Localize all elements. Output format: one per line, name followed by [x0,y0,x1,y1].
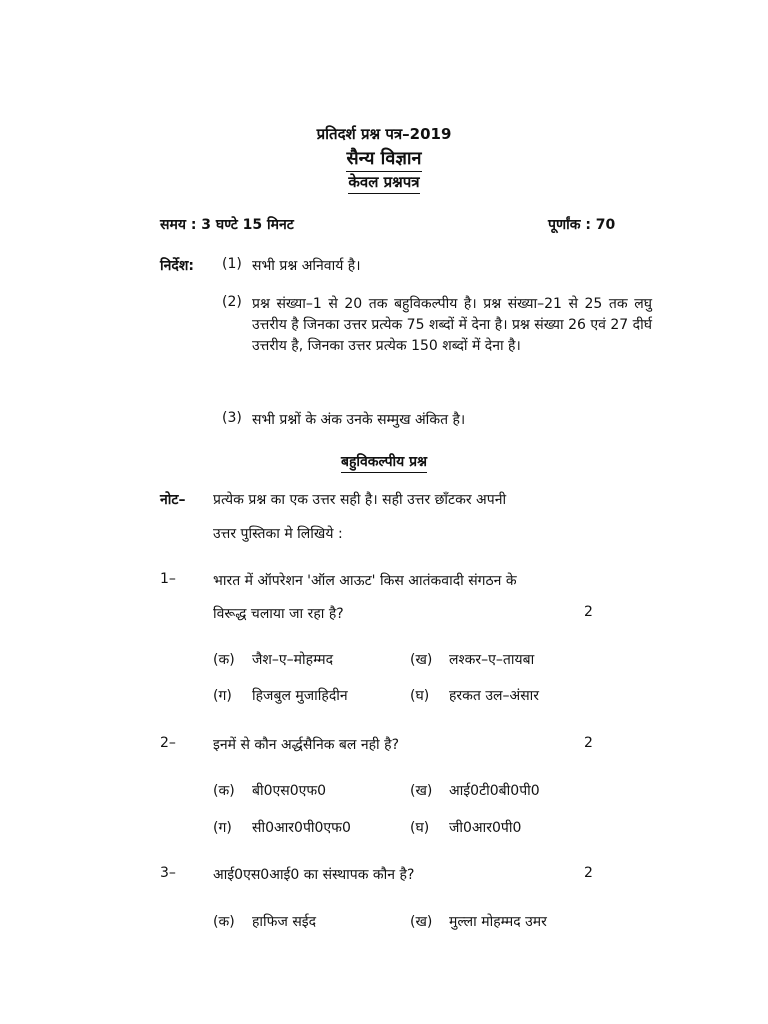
question-3-marks: 2 [584,865,593,881]
question-2-option-c: सी0आर0पी0एफ0 [252,820,351,836]
note-line-2: उत्तर पुस्तिका मे लिखिये : [213,526,343,542]
note-line-1: प्रत्येक प्रश्न का एक उत्तर सही है। सही उत्तर छाँटकर अपनी [213,492,507,508]
question-3-line-1: आई0एस0आई0 का संस्थापक कौन है? [213,867,415,883]
question-1-option-c: हिजबुल मुजाहिदीन [252,688,348,704]
question-3-option-b: मुल्ला मोहम्मद उमर [449,914,547,930]
question-2-number: 2– [160,735,176,751]
instruction-2-text: प्रश्न संख्या–1 से 20 तक बहुविकल्पीय है। प्रश्न संख्या–21 से 25 तक लघु उत्तरीय है जिनका उत्तर प्रत्येक 75 शब्दों में देना है। प्रश्न संख्या 26 एवं 27 दीर्घ उत्तरीय है, जिनका उत्तर प्रत्येक 150 शब्दों में देना है। [252,296,652,354]
paper-subtitle [0,172,768,194]
question-2-option-c-label: (ग) [213,820,232,836]
instruction-1-num: (1) [222,256,242,272]
question-1-option-c-label: (ग) [213,688,232,704]
instruction-1-text: सभी प्रश्न अनिवार्य है। [252,258,361,274]
subject-title-text: सैन्य विज्ञान [346,146,421,172]
question-1-option-b-label: (ख) [410,652,433,668]
question-1-line-1: भारत में ऑपरेशन 'ऑल आऊट' किस आतंकवादी संगठन के [213,573,517,589]
question-2-option-d-label: (घ) [410,820,430,836]
question-2-marks: 2 [584,735,593,751]
question-2-option-d: जी0आर0पी0 [449,820,522,836]
instructions-label: निर्देश: [160,258,194,274]
question-3-option-a: हाफिज सईद [252,914,317,930]
time-allowed: समय : 3 घण्टे 15 मिनट [160,217,294,233]
question-1-option-d-label: (घ) [410,688,430,704]
section-heading [0,452,768,473]
note-label: नोट– [160,492,186,508]
paper-title: प्रतिदर्श प्रश्न पत्र–2019 [316,125,452,143]
question-1-marks: 2 [584,604,593,620]
question-2-option-a: बी0एस0एफ0 [252,783,327,799]
question-3-option-a-label: (क) [213,914,235,930]
question-2-line-1: इनमें से कौन अर्द्धसैनिक बल नही है? [213,737,400,753]
question-1-option-a: जैश–ए–मोहम्मद [252,652,334,668]
subject-title [0,146,768,172]
max-marks: पूर्णांक : 70 [548,217,616,233]
question-1-number: 1– [160,571,176,587]
question-1-option-d: हरकत उल–अंसार [449,688,540,704]
question-1-option-b: लश्कर–ए–तायबा [449,652,535,668]
section-heading-text: बहुविकल्पीय प्रश्न [341,452,427,473]
question-1-option-a-label: (क) [213,652,235,668]
question-3-number: 3– [160,865,176,881]
instruction-3-num: (3) [222,410,242,426]
question-3-option-b-label: (ख) [410,914,433,930]
instruction-3-text: सभी प्रश्नों के अंक उनके सम्मुख अंकित है। [252,412,466,428]
question-2-option-b-label: (ख) [410,783,433,799]
question-2-option-b: आई0टी0बी0पी0 [449,783,540,799]
question-1-line-2: विरूद्ध चलाया जा रहा है? [213,606,344,622]
question-2-option-a-label: (क) [213,783,235,799]
instruction-2-num: (2) [222,294,242,310]
paper-subtitle-text: केवल प्रश्नपत्र [348,172,419,194]
